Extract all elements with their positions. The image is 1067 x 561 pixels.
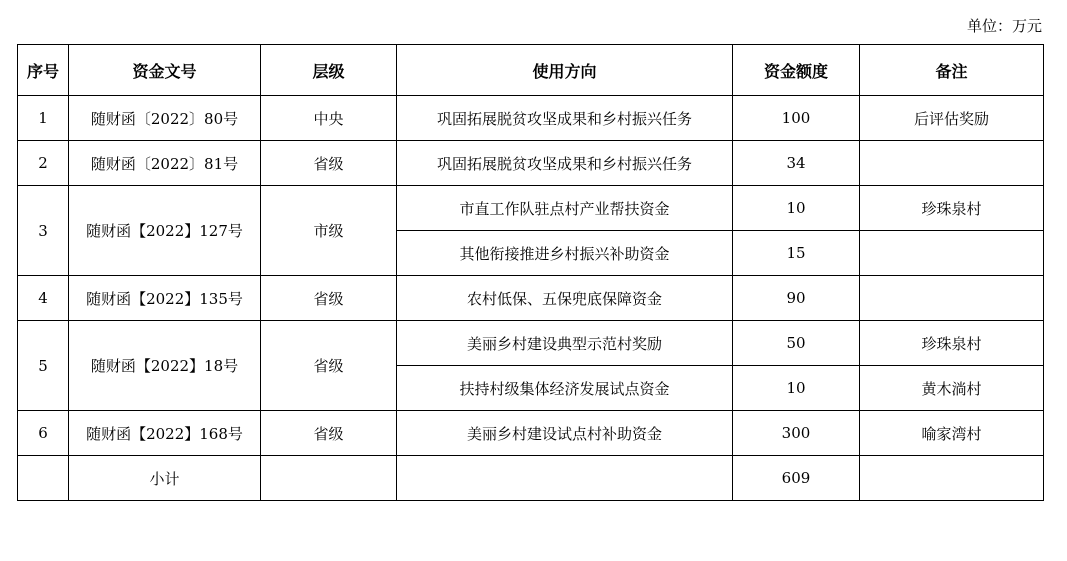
cell-usage: 巩固拓展脱贫攻坚成果和乡村振兴任务 (397, 141, 733, 186)
cell-remark: 珍珠泉村 (860, 321, 1044, 366)
cell-doc: 随财函【2022】18号 (69, 321, 261, 411)
cell-usage: 扶持村级集体经济发展试点资金 (397, 366, 733, 411)
funds-table (17, 44, 1044, 501)
cell-remark: 喻家湾村 (860, 411, 1044, 456)
cell-remark (860, 231, 1044, 276)
cell-seq: 1 (18, 96, 69, 141)
cell-level: 省级 (261, 411, 397, 456)
cell-amount: 90 (733, 276, 860, 321)
cell-usage: 美丽乡村建设典型示范村奖励 (397, 321, 733, 366)
cell-remark: 黄木淌村 (860, 366, 1044, 411)
subtotal-row (18, 456, 1044, 501)
cell-remark (860, 276, 1044, 321)
cell-remark (860, 141, 1044, 186)
cell-amount: 50 (733, 321, 860, 366)
cell-amount: 34 (733, 141, 860, 186)
subtotal-remark-cell (860, 456, 1044, 501)
cell-doc: 随财函〔2022〕81号 (69, 141, 261, 186)
table-row (18, 96, 1044, 141)
cell-seq: 3 (18, 186, 69, 276)
cell-doc: 随财函【2022】127号 (69, 186, 261, 276)
subtotal-usage-cell (397, 456, 733, 501)
subtotal-level-cell (261, 456, 397, 501)
cell-seq: 5 (18, 321, 69, 411)
cell-amount: 10 (733, 186, 860, 231)
cell-seq: 6 (18, 411, 69, 456)
cell-remark: 后评估奖励 (860, 96, 1044, 141)
table-row (18, 276, 1044, 321)
table-row (18, 321, 1044, 366)
header-amount: 资金额度 (733, 45, 860, 96)
cell-usage: 其他衔接推进乡村振兴补助资金 (397, 231, 733, 276)
cell-amount: 300 (733, 411, 860, 456)
subtotal-label: 小计 (69, 456, 261, 501)
table-header-row (18, 45, 1044, 96)
table-row (18, 186, 1044, 231)
cell-doc: 随财函〔2022〕80号 (69, 96, 261, 141)
cell-level: 市级 (261, 186, 397, 276)
cell-usage: 市直工作队驻点村产业帮扶资金 (397, 186, 733, 231)
cell-level: 省级 (261, 276, 397, 321)
cell-level: 省级 (261, 321, 397, 411)
header-level: 层级 (261, 45, 397, 96)
unit-label: 单位：万元 (966, 17, 1042, 35)
cell-amount: 100 (733, 96, 860, 141)
cell-doc: 随财函【2022】168号 (69, 411, 261, 456)
cell-remark: 珍珠泉村 (860, 186, 1044, 231)
subtotal-amount: 609 (733, 456, 860, 501)
cell-level: 省级 (261, 141, 397, 186)
cell-usage: 美丽乡村建设试点村补助资金 (397, 411, 733, 456)
cell-doc: 随财函【2022】135号 (69, 276, 261, 321)
cell-amount: 10 (733, 366, 860, 411)
table-row (18, 141, 1044, 186)
table-row (18, 411, 1044, 456)
header-seq: 序号 (18, 45, 69, 96)
cell-seq: 2 (18, 141, 69, 186)
header-remark: 备注 (860, 45, 1044, 96)
subtotal-seq-cell (18, 456, 69, 501)
header-doc: 资金文号 (69, 45, 261, 96)
cell-usage: 农村低保、五保兜底保障资金 (397, 276, 733, 321)
header-usage: 使用方向 (397, 45, 733, 96)
cell-seq: 4 (18, 276, 69, 321)
cell-amount: 15 (733, 231, 860, 276)
cell-usage: 巩固拓展脱贫攻坚成果和乡村振兴任务 (397, 96, 733, 141)
cell-level: 中央 (261, 96, 397, 141)
